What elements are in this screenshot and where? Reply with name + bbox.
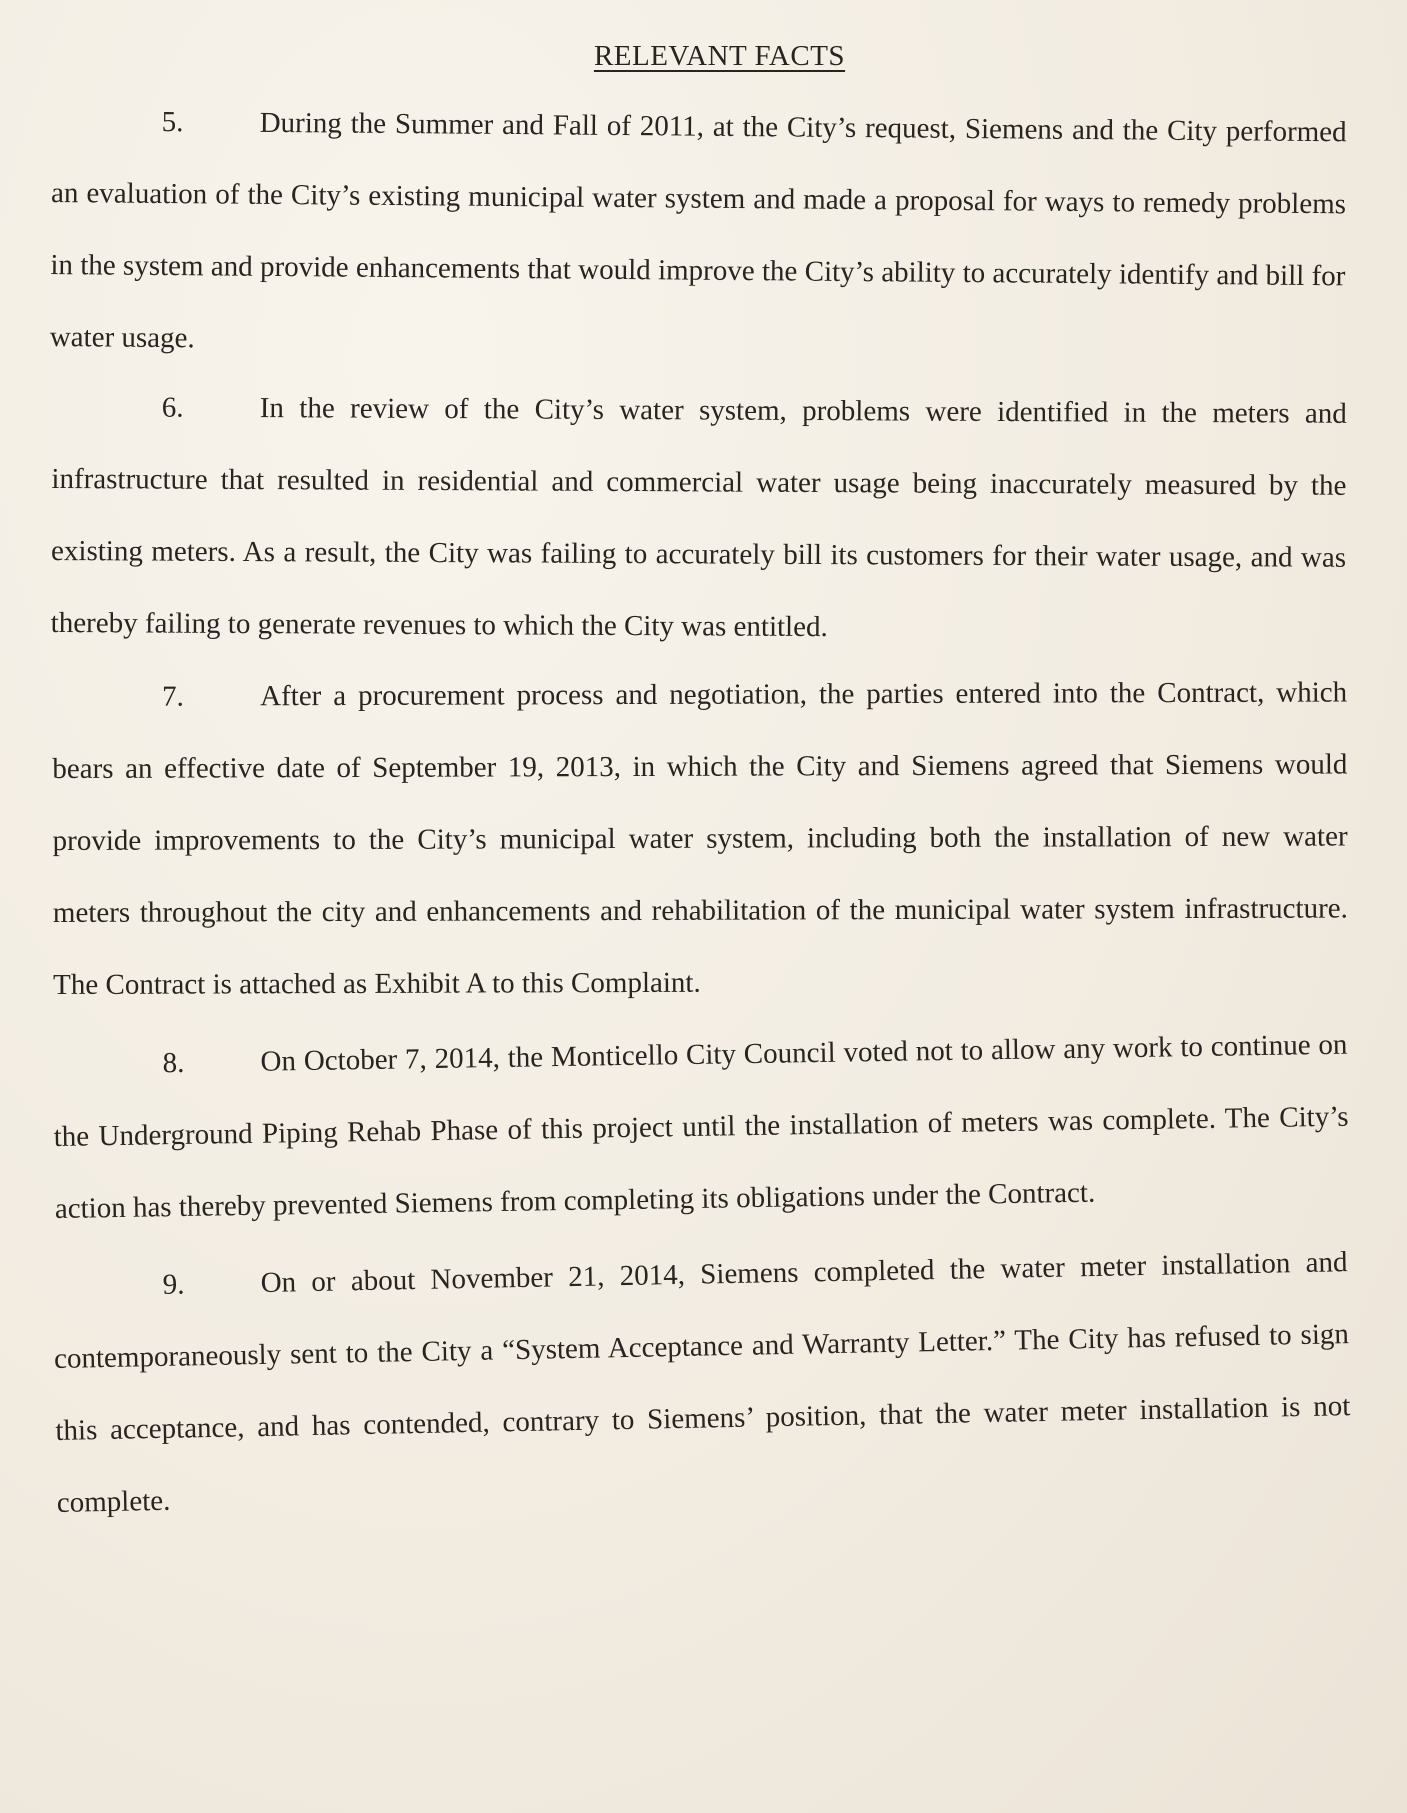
paragraph-8: [52, 1009, 1350, 1245]
paragraph-9: [52, 1226, 1352, 1539]
paragraph-number: 8.: [162, 1046, 185, 1080]
paragraph-text: On October 7, 2014, the Monticello City Council voted not to allow any work to continue on the Underground Piping Rehab Phase of this project until the installation of meters was complete. The City’s action has thereby prevented Siemens from completing its obligations under the Contract.: [53, 1028, 1349, 1225]
paragraph-5: [49, 85, 1346, 384]
paragraph-number: 5.: [161, 105, 184, 139]
paragraph-text: In the review of the City’s water system, problems were identified in the meters and infrastructure that resulted in residential and commercial water usage being inaccurately measured by the existing meters. As a result, the City was failing to accurately bill its customers for their water usage, and was thereby failing to generate revenues to which the City was entitled.: [50, 392, 1347, 644]
paragraph-number: 6.: [161, 391, 184, 424]
section-heading: RELEVANT FACTS: [593, 40, 846, 72]
paragraph-7: [52, 656, 1348, 1021]
paragraph-text: During the Summer and Fall of 2011, at the City’s request, Siemens and the City performed an evaluation of the City’s existing municipal water system and made a proposal for ways to remedy problems in the system and provide enhancements that would improve the City’s ability to accurately identify and bill for water usage.: [49, 106, 1347, 355]
paragraph-text: On or about November 21, 2014, Siemens completed the water meter installation and contemporaneously sent to the City a “System Acceptance and Warranty Letter.” The City has refused to sign this acceptance, and has contended, contrary to Siemens’ position, that the water meter installation is not complete.: [53, 1246, 1351, 1519]
paragraph-number: 9.: [162, 1268, 185, 1301]
paragraph-number: 7.: [162, 680, 184, 713]
paragraph-6: [50, 371, 1346, 666]
paragraph-text: After a procurement process and negotiation, the parties entered into the Contract, which bears an effective date of September 19, 2013, in which the City and Siemens agreed that Siemens would provide improvements to the City’s municipal water system, including both the installation of new water meters throughout the city and enhancements and rehabilitation of the municipal water system infrastructure. The Contract is attached as Exhibit A to this Complaint.: [52, 676, 1348, 1001]
